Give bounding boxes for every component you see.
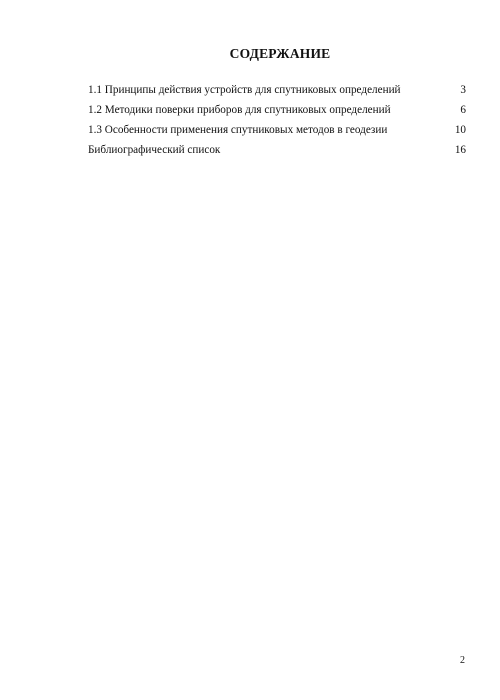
toc-entry bbox=[88, 103, 466, 123]
toc-entry-text: 1.2 Методики поверки приборов для спутниковых определений bbox=[88, 104, 391, 116]
table-of-contents bbox=[88, 83, 466, 163]
toc-title: СОДЕРЖАНИЕ bbox=[229, 46, 331, 61]
page-number: 2 bbox=[460, 655, 465, 666]
toc-entry bbox=[88, 143, 466, 163]
toc-entry-page: 3 bbox=[460, 84, 466, 96]
toc-entry-text: Библиографический список bbox=[88, 144, 221, 156]
toc-entry-text: 1.3 Особенности применения спутниковых методов в геодезии bbox=[88, 124, 388, 136]
toc-entry bbox=[88, 83, 466, 103]
toc-entry-text: 1.1 Принципы действия устройств для спутниковых определений bbox=[88, 84, 401, 96]
toc-entry bbox=[88, 123, 466, 143]
toc-entry-page: 10 bbox=[454, 124, 466, 136]
toc-entry-page: 6 bbox=[460, 104, 466, 116]
toc-entry-page: 16 bbox=[454, 144, 466, 156]
